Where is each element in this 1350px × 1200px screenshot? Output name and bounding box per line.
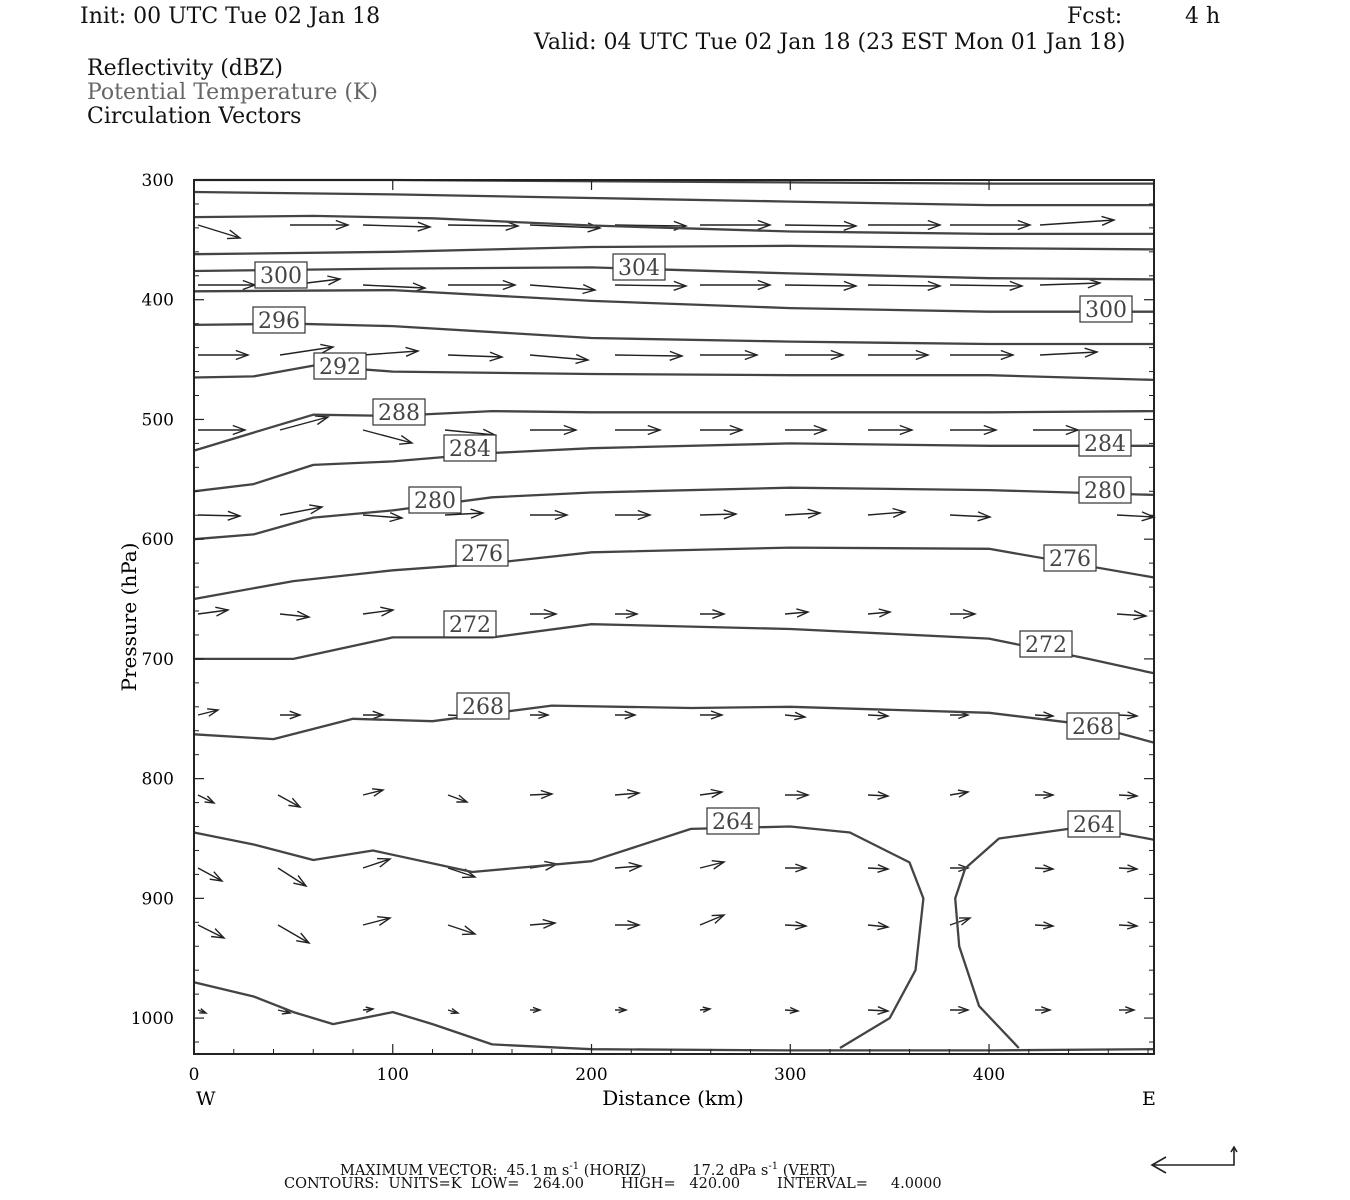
circulation-vector [868, 285, 940, 286]
vector-arrowhead [296, 933, 309, 943]
theta-contour-line [194, 246, 1154, 254]
contour-label: 276 [1049, 547, 1091, 572]
y-tick-label: 400 [141, 290, 174, 311]
max-vector-vert: 17.2 dPa s [692, 1162, 769, 1179]
theta-contour-line [194, 324, 1154, 344]
circulation-vector [198, 515, 240, 516]
theta-contours [194, 180, 1154, 1050]
theta-contour-line [194, 624, 1154, 673]
contour-label: 288 [378, 401, 420, 426]
contour-label: 296 [258, 309, 300, 334]
circulation-vector [363, 859, 390, 868]
contour-label: 284 [1084, 432, 1126, 457]
vert-tag: (VERT) [782, 1162, 836, 1179]
reference-vector-icon [1152, 1147, 1237, 1173]
contour-label: 280 [1084, 479, 1126, 504]
theta-contour-line [194, 192, 1154, 205]
contour-label: 272 [449, 613, 491, 638]
circulation-vector [448, 225, 518, 226]
y-tick-label: 500 [141, 410, 174, 431]
init-text: Init: 00 UTC Tue 02 Jan 18 [80, 4, 381, 29]
circulation-vectors [198, 216, 1154, 1014]
x-tick-label: 100 [376, 1065, 409, 1085]
x-tick-label: 300 [774, 1065, 807, 1085]
contour-label: 268 [1072, 715, 1114, 740]
theta-contour-line [194, 290, 1154, 312]
contour-label: 280 [414, 489, 456, 514]
contour-label: 272 [1025, 633, 1067, 658]
contour-label: 300 [260, 264, 302, 289]
circulation-vector [1040, 283, 1100, 285]
theta-contour-line [194, 488, 1154, 540]
contour-label: 264 [712, 810, 754, 835]
contour-label: 300 [1085, 298, 1127, 323]
y-tick-label: 800 [141, 769, 174, 790]
horiz-exponent: -1 [569, 1161, 580, 1172]
circulation-vector [785, 285, 856, 286]
theta-contour-line [194, 267, 1154, 279]
contour-label: 268 [462, 695, 504, 720]
circulation-vector [700, 915, 724, 925]
max-vector-horiz: 45.1 m s [506, 1162, 570, 1179]
circulation-vector [363, 225, 430, 227]
y-tick-label: 900 [141, 889, 174, 910]
x-tick-label: 400 [972, 1065, 1006, 1085]
contours-info: CONTOURS: UNITS=K LOW= 264.00 HIGH= 420.00 INTERVAL= 4.0000 [284, 1176, 942, 1192]
west-label: W [196, 1088, 216, 1110]
circulation-vector [615, 285, 686, 286]
y-tick-label: 700 [141, 649, 174, 670]
vert-exponent: -1 [768, 1161, 779, 1172]
circulation-vector [198, 225, 240, 238]
circulation-vector [278, 925, 309, 943]
vector-arrowhead [293, 876, 306, 886]
y-axis-title: Pressure (hPa) [117, 542, 141, 692]
x-axis-title: Distance (km) [602, 1086, 744, 1110]
fcst-label: Fcst: [1067, 4, 1123, 29]
circulation-vector [785, 225, 856, 226]
circulation-vector [363, 430, 412, 443]
east-label: E [1142, 1088, 1156, 1110]
circulation-vector [448, 925, 475, 934]
circulation-vector [950, 285, 1022, 286]
x-tick-label: 0 [188, 1065, 200, 1085]
theta-contour-line [194, 706, 1154, 743]
y-tick-label: 1000 [130, 1009, 174, 1030]
contour-label: 292 [319, 355, 361, 380]
theta-contour-line [194, 443, 1154, 491]
y-tick-label: 600 [141, 530, 174, 551]
field-potential-temperature: Potential Temperature (K) [87, 80, 378, 105]
circulation-vector [950, 515, 990, 517]
circulation-vector [615, 355, 682, 356]
circulation-vector [1040, 352, 1097, 355]
circulation-vector [448, 795, 467, 802]
circulation-vector [950, 918, 970, 925]
circulation-vector [700, 514, 736, 515]
theta-contour-line [955, 829, 1154, 1048]
max-vector-label: MAXIMUM VECTOR: [340, 1162, 498, 1179]
contour-label: 264 [1073, 813, 1115, 838]
circulation-vector [448, 355, 502, 357]
vector-arrowhead [210, 872, 222, 881]
x-tick-label: 200 [575, 1065, 608, 1085]
theta-contour-line [194, 548, 1154, 599]
vector-arrowhead [288, 798, 300, 807]
valid-text: Valid: 04 UTC Tue 02 Jan 18 (23 EST Mon 01 Jan 18) [534, 30, 1126, 55]
contour-label: 284 [449, 437, 491, 462]
contour-labels [253, 254, 1132, 838]
circulation-vector [198, 925, 224, 938]
contour-label: 276 [461, 542, 503, 567]
circulation-vector [363, 285, 425, 288]
contour-label: 304 [618, 256, 660, 281]
horiz-tag: (HORIZ) [583, 1162, 647, 1179]
circulation-vector [278, 868, 306, 886]
fcst-value: 4 h [1185, 4, 1221, 29]
y-tick-label: 300 [141, 171, 174, 191]
field-circulation-vectors: Circulation Vectors [87, 104, 302, 129]
field-reflectivity: Reflectivity (dBZ) [87, 56, 283, 81]
